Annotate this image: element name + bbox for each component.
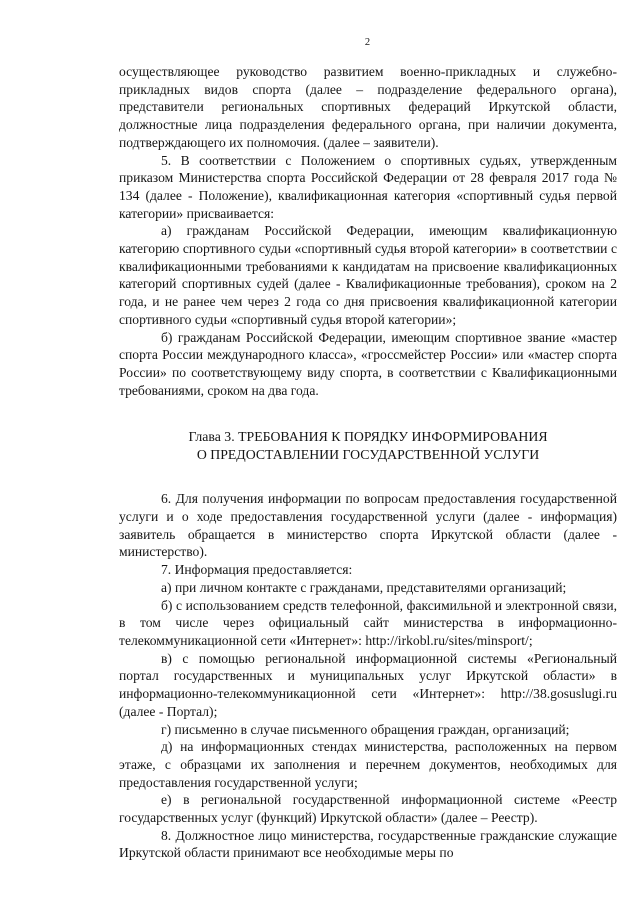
chapter-heading-line-2: О ПРЕДОСТАВЛЕНИИ ГОСУДАРСТВЕННОЙ УСЛУГИ <box>196 447 540 463</box>
chapter-heading <box>119 428 617 464</box>
page-number: 2 <box>364 37 371 48</box>
chapter-heading-line-1: Глава 3. ТРЕБОВАНИЯ К ПОРЯДКУ ИНФОРМИРОВАНИЯ <box>188 429 548 445</box>
paragraph: б) с использованием средств телефонной, факсимильной и электронной связи, в том числе через официальный сайт министерства в информационно-телекоммуникационной сети «Интернет»: http://irkobl.ru/sites/minsport/; <box>119 597 617 648</box>
paragraph: а) гражданам Российской Федерации, имеющим квалификационную категорию спортивного судьи «спортивный судья второй категории» в соответствии с квалификационными требованиями к кандидатам на присвоение квалификационных категорий спортивных судей (далее - Квалификационные требования), сроком на 2 года, и не ранее чем через 2 года со дня присвоения квалификационной категории спортивного судьи «спортивный судья второй категории»; <box>119 223 617 327</box>
paragraph: осуществляющее руководство развитием военно-прикладных и служебно-прикладных видов спорта (далее – подразделение федерального органа), представители региональных спортивных федераций Иркутской области, должностные лица подразделения федерального органа, при наличии документа, подтверждающего их полномочия. (далее – заявители). <box>119 64 617 150</box>
paragraph: 5. В соответствии с Положением о спортивных судьях, утвержденным приказом Министерства спорта Российской Федерации от 28 февраля 2017 года № 134 (далее - Положение), квалификационная категория «спортивный судья первой категории» присваивается: <box>119 152 617 221</box>
paragraph: д) на информационных стендах министерства, расположенных на первом этаже, с образцами их заполнения и перечнем документов, необходимых для предоставления государственной услуги; <box>119 739 617 790</box>
document-body <box>119 63 617 862</box>
paragraph: г) письменно в случае письменного обращения граждан, организаций; <box>161 721 570 737</box>
paragraph: 7. Информация предоставляется: <box>161 562 353 578</box>
paragraph: а) при личном контакте с гражданами, представителями организаций; <box>161 579 567 595</box>
paragraph: е) в региональной государственной информационной системе «Реестр государственных услуг (функций) Иркутской области» (далее – Реестр). <box>119 792 617 826</box>
paragraph: 6. Для получения информации по вопросам предоставления государственной услуги и о ходе предоставления государственной услуги (далее - информация) заявитель обращается в министерство спорта Иркутской области (далее - министерство). <box>119 491 617 560</box>
paragraph: 8. Должностное лицо министерства, государственные гражданские служащие Иркутской области принимают все необходимые меры по <box>119 827 617 861</box>
paragraph: в) с помощью региональной информационной системы «Региональный портал государственных и муниципальных услуг Иркутской области» в информационно-телекоммуникационной сети «Интернет»: http://38.gosuslugi.ru (далее - Портал); <box>119 650 617 719</box>
paragraph: б) гражданам Российской Федерации, имеющим спортивное звание «мастер спорта России международного класса», «гроссмейстер России» или «мастер спорта России» по соответствующему виду спорта, в соответствии с Квалификационными требованиями, сроком на два года. <box>119 329 617 398</box>
